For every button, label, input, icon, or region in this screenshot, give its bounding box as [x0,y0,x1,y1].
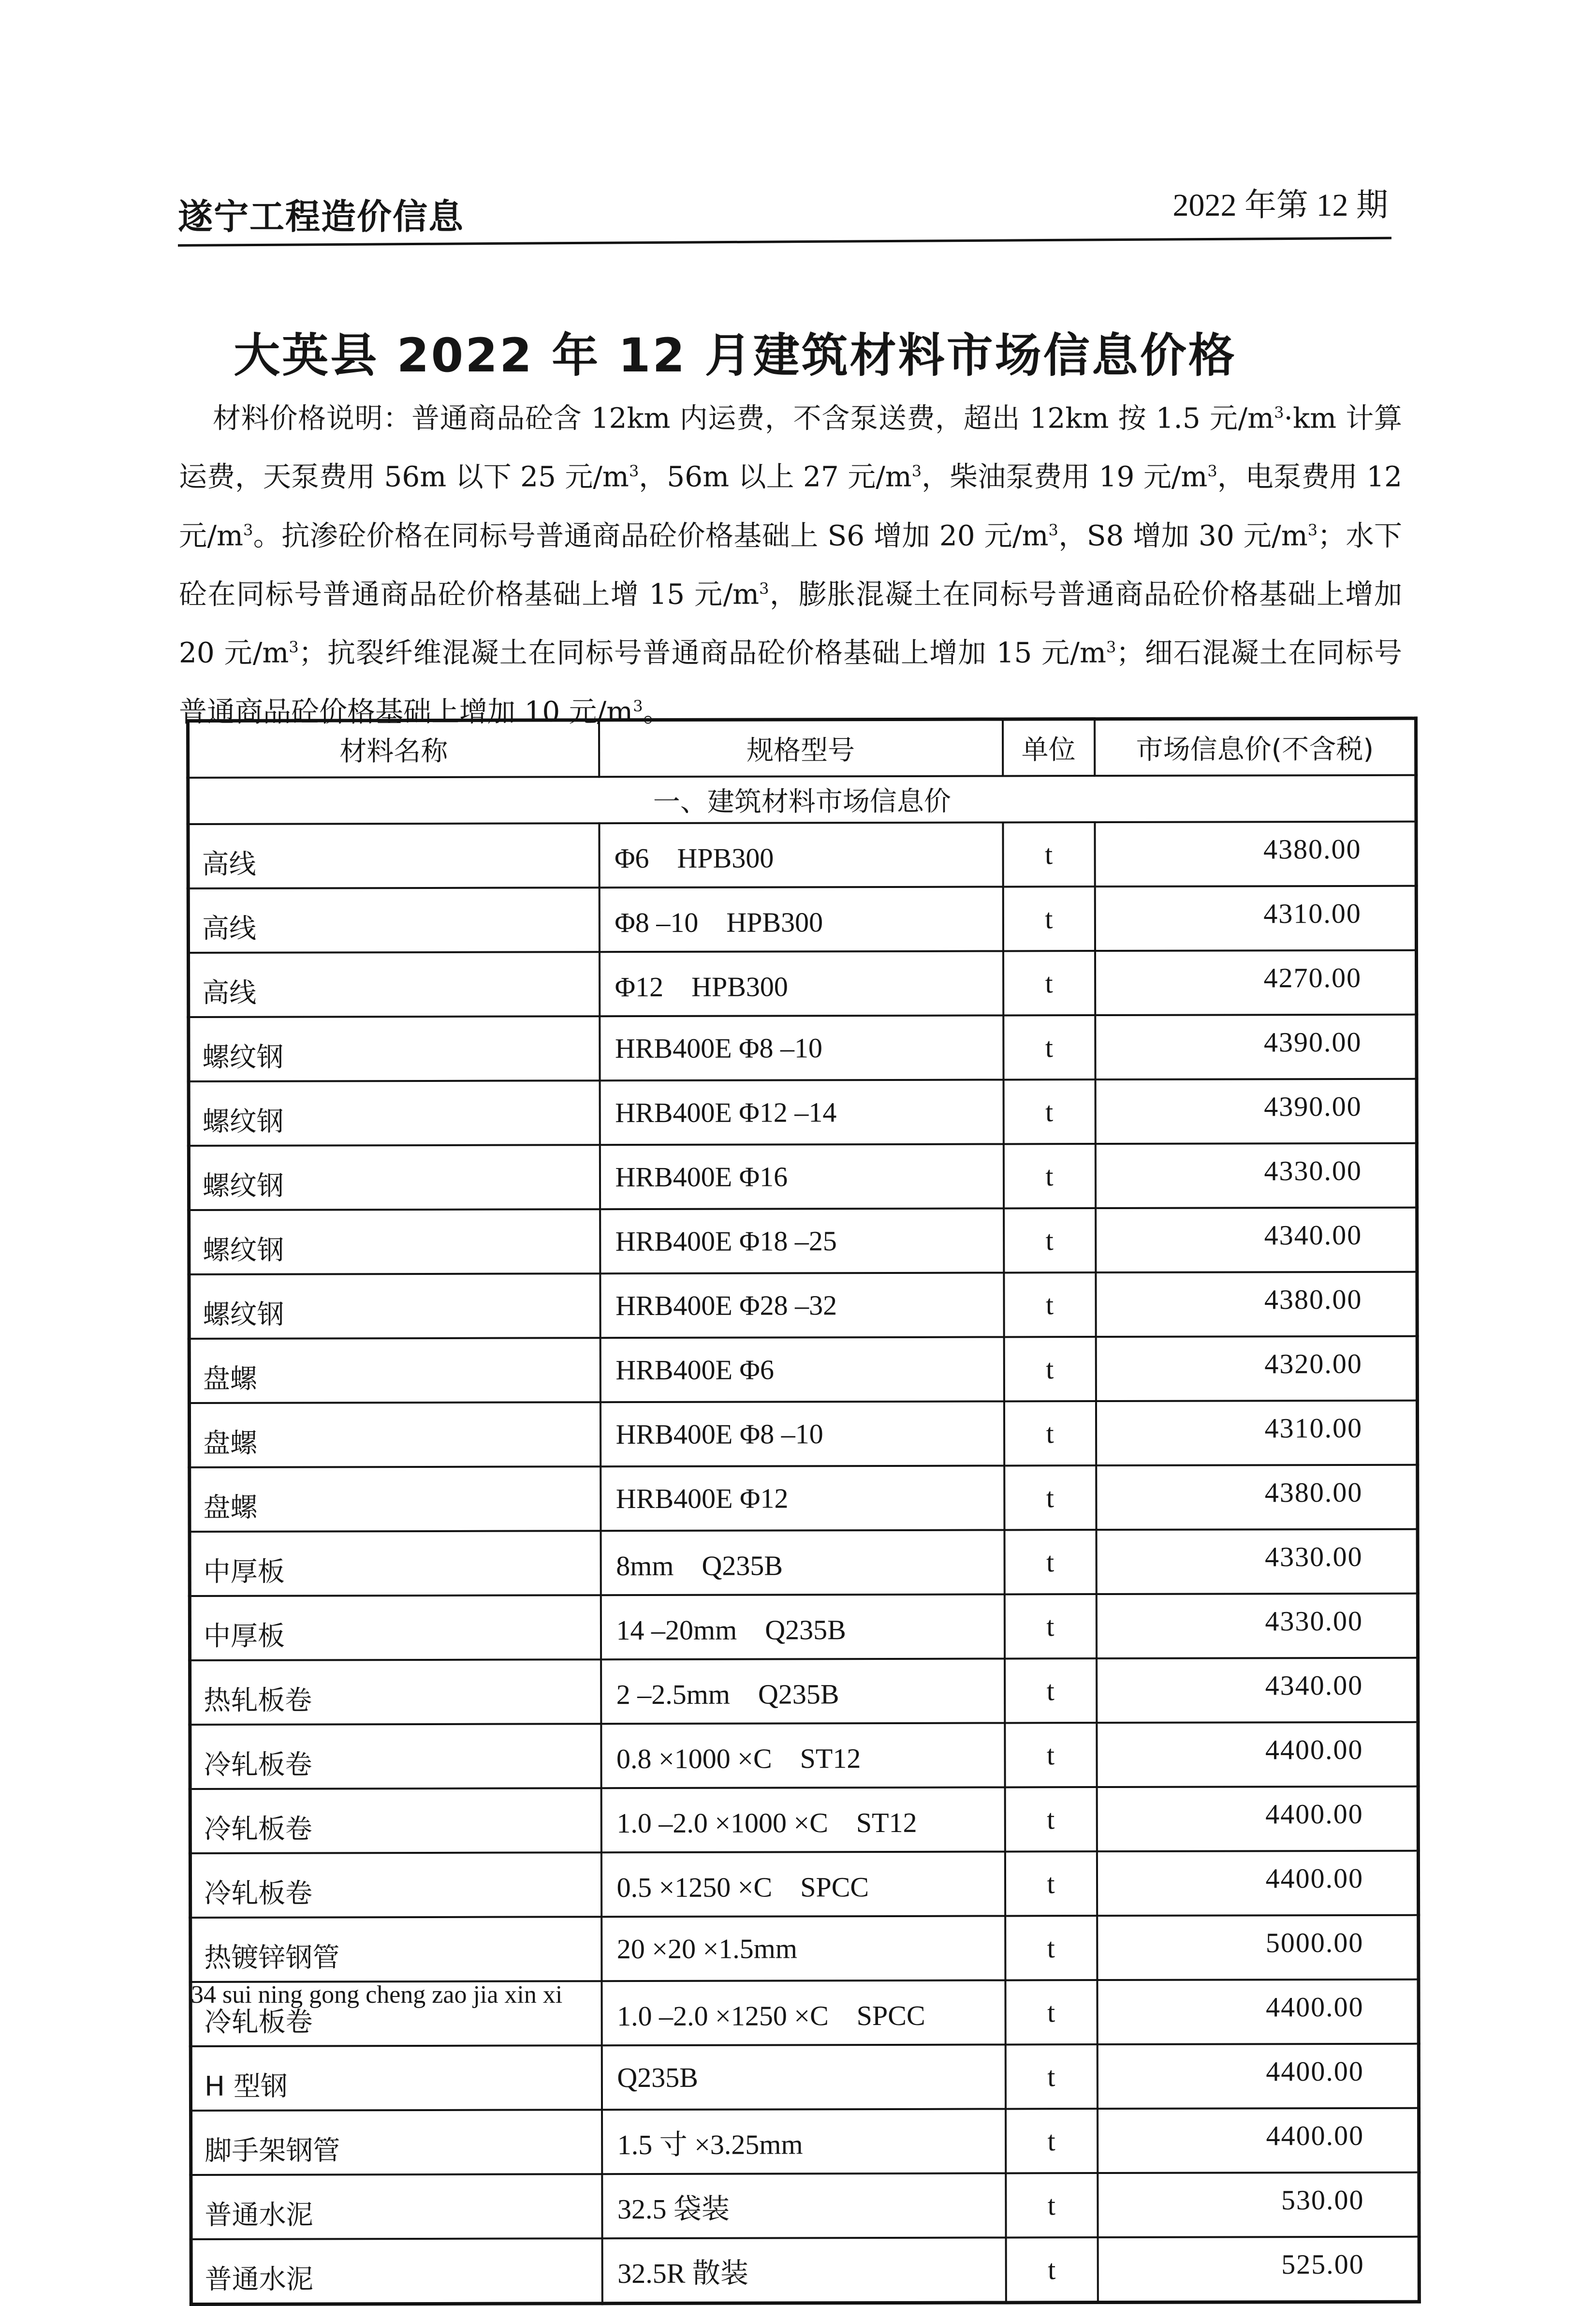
page-title: 大英县 2022 年 12 月建筑材料市场信息价格 [234,328,1237,383]
material-name-cell: 冷轧板卷 [190,1788,601,1853]
table-row [188,886,1416,953]
material-name-cell: 冷轧板卷 [190,1724,601,1789]
spec-cell: HRB400E Φ6 [600,1337,1004,1402]
unit-cell: t [1004,1337,1096,1401]
table-row [190,1915,1419,1982]
column-header-price: 市场信息价(不含税) [1095,718,1416,776]
unit-cell: t [1006,2237,1098,2303]
unit-cell: t [1004,1401,1096,1465]
material-name-cell: 螺纹钢 [189,1080,600,1146]
unit-cell: t [1004,1465,1096,1530]
table-header-row [188,718,1416,778]
unit-cell: t [1003,822,1095,887]
unit-cell: t [1005,2044,1097,2109]
unit-cell: t [1005,1916,1097,1980]
price-cell: 525.00 [1098,2237,1419,2303]
spec-cell: HRB400E Φ8 –10 [600,1015,1003,1080]
material-name-cell: 热轧板卷 [190,1659,601,1725]
price-cell: 4380.00 [1096,1465,1418,1530]
material-name-cell: 螺纹钢 [189,1273,600,1339]
column-header-unit: 单位 [1003,719,1095,776]
column-header-material-name: 材料名称 [188,720,599,778]
price-cell: 4270.00 [1095,950,1417,1015]
price-cell: 4400.00 [1097,1722,1418,1787]
price-cell: 4400.00 [1097,1851,1418,1916]
table-row [190,2044,1419,2111]
table-row [189,1079,1417,1146]
price-cell: 4320.00 [1096,1336,1417,1401]
spec-cell: HRB400E Φ8 –10 [600,1401,1004,1466]
spec-cell: HRB400E Φ18 –25 [600,1208,1004,1273]
spec-cell: 1.5 寸 ×3.25mm [602,2109,1006,2174]
material-name-cell: H 型钢 [190,2045,601,2111]
spec-cell: 20 ×20 ×1.5mm [601,1916,1005,1981]
material-name-cell: 冷轧板卷 [190,1852,601,1918]
table-row [188,822,1416,888]
material-name-cell: 螺纹钢 [189,1016,600,1081]
notes-label: 材料价格说明： [213,401,412,435]
spec-cell: Φ8 –10 HPB300 [599,887,1003,952]
table-row [191,2237,1419,2305]
unit-cell: t [1004,1272,1096,1337]
table-row [190,1722,1418,1789]
unit-cell: t [1005,1658,1097,1723]
section-row [188,775,1416,824]
spec-cell: Φ12 HPB300 [600,951,1003,1016]
price-cell: 4400.00 [1097,1787,1418,1851]
price-cell: 4330.00 [1096,1594,1418,1658]
price-cell: 4380.00 [1095,822,1416,887]
unit-cell: t [1004,1208,1096,1272]
spec-cell: 14 –20mm Q235B [600,1594,1004,1659]
section-title: 一、建筑材料市场信息价 [188,775,1416,824]
spec-cell: 2 –2.5mm Q235B [601,1658,1005,1724]
spec-cell: 32.5R 散装 [602,2237,1006,2303]
material-name-cell: 热镀锌钢管 [190,1917,601,1982]
material-name-cell: 盘螺 [189,1402,600,1467]
material-name-cell: 中厚板 [190,1531,600,1596]
table-row [190,1658,1418,1725]
material-name-cell: 中厚板 [190,1595,600,1660]
table-row [190,1529,1418,1596]
spec-cell: Q235B [601,2044,1005,2110]
spec-cell: 0.5 ×1250 ×C SPCC [601,1851,1005,1917]
unit-cell: t [1003,1144,1095,1208]
unit-cell: t [1004,1530,1096,1594]
spec-cell: HRB400E Φ28 –32 [600,1272,1004,1338]
material-name-cell: 高线 [188,823,599,888]
price-cell: 4380.00 [1096,1272,1417,1337]
publication-name: 遂宁工程造价信息 [178,196,465,237]
material-name-cell: 脚手架钢管 [191,2110,602,2175]
price-cell: 4390.00 [1095,1015,1417,1079]
unit-cell: t [1003,951,1095,1015]
price-cell: 4400.00 [1098,2108,1419,2173]
price-cell: 4310.00 [1096,1401,1417,1465]
price-notes: 材料价格说明：普通商品砼含 12km 内运费，不含泵送费，超出 12km 按 1.5 元$/m^3\cdot km$ 计算运费，天泵费用 56m 以下 25 元$/m^3$，56m 以上 27 元$/m^3$，柴油泵费用 19 元$/m^3$，电泵费用 12 元$/m^3$。抗渗砼价格在同标号普通商品砼价格基础上 S6 增加 20 元$/m^3$，S8 增加 30 元$/m^3$；水下砼在同标号普通商品砼价格基础上增 15 元$/m^3$，膨胀混凝土在同标号普通商品砼价格基础上增加 20 元$/m^3$；抗裂纤维混凝土在同标号普通商品砼价格基础上增加 15 元$/m^3$；细石混凝土在同标号普通商品砼价格基础上增加 10 元$/m^3$。 [179,401,1403,728]
spec-cell: 8mm Q235B [600,1530,1004,1595]
material-name-cell: 高线 [188,887,599,953]
issue-number: 2022 年第 12 期 [1172,188,1388,223]
unit-cell: t [1003,887,1095,951]
table-row [189,950,1417,1017]
table-row [191,2173,1419,2239]
table-row [189,1015,1417,1081]
material-name-cell: 盘螺 [190,1466,600,1532]
unit-cell: t [1003,1015,1095,1079]
spec-cell: 0.8 ×1000 ×C ST12 [601,1723,1005,1788]
spec-cell: 1.0 –2.0 ×1250 ×C SPCC [601,1980,1005,2045]
column-header-spec: 规格型号 [599,719,1003,777]
spec-cell: HRB400E Φ12 [600,1465,1004,1531]
table-row [189,1143,1417,1210]
spec-cell: HRB400E Φ16 [600,1144,1003,1209]
spec-cell: HRB400E Φ12 –14 [600,1079,1003,1145]
price-cell: 5000.00 [1097,1915,1419,1980]
unit-cell: t [1003,1079,1095,1144]
unit-cell: t [1005,1787,1097,1851]
price-cell: 4400.00 [1097,2044,1419,2109]
unit-cell: t [1004,1594,1096,1658]
page-footer: 34 sui ning gong cheng zao jia xin xi [191,1981,563,2009]
spec-cell: 32.5 袋装 [602,2173,1006,2238]
material-name-cell: 盘螺 [189,1338,600,1403]
table-row [191,2108,1419,2175]
material-name-cell: 普通水泥 [191,2238,602,2304]
material-name-cell: 冷轧板卷 [190,1981,601,2046]
price-cell: 4340.00 [1096,1208,1417,1272]
table-row [190,1465,1418,1532]
table-row [190,1594,1418,1660]
spec-cell: Φ6 HPB300 [599,822,1003,887]
table-row [189,1208,1417,1274]
material-name-cell: 螺纹钢 [189,1209,600,1274]
table-row [189,1336,1417,1403]
price-cell: 4330.00 [1095,1143,1417,1208]
price-cell: 530.00 [1098,2173,1419,2237]
table-row [189,1272,1417,1339]
unit-cell: t [1006,2173,1098,2237]
unit-cell: t [1006,2109,1098,2173]
table-row [190,1787,1418,1853]
price-cell: 4310.00 [1095,886,1416,951]
table-row [190,1851,1418,1918]
price-table [186,717,1421,2306]
material-name-cell: 高线 [189,952,600,1017]
material-name-cell: 螺纹钢 [189,1145,600,1210]
spec-cell: 1.0 –2.0 ×1000 ×C ST12 [601,1787,1005,1852]
price-cell: 4340.00 [1097,1658,1418,1723]
material-name-cell: 普通水泥 [191,2174,602,2239]
unit-cell: t [1005,1723,1097,1787]
price-cell: 4390.00 [1095,1079,1417,1144]
price-cell: 4400.00 [1097,1980,1419,2044]
price-cell: 4330.00 [1096,1529,1418,1594]
unit-cell: t [1005,1851,1097,1916]
table-row [189,1401,1417,1467]
unit-cell: t [1005,1980,1097,2044]
